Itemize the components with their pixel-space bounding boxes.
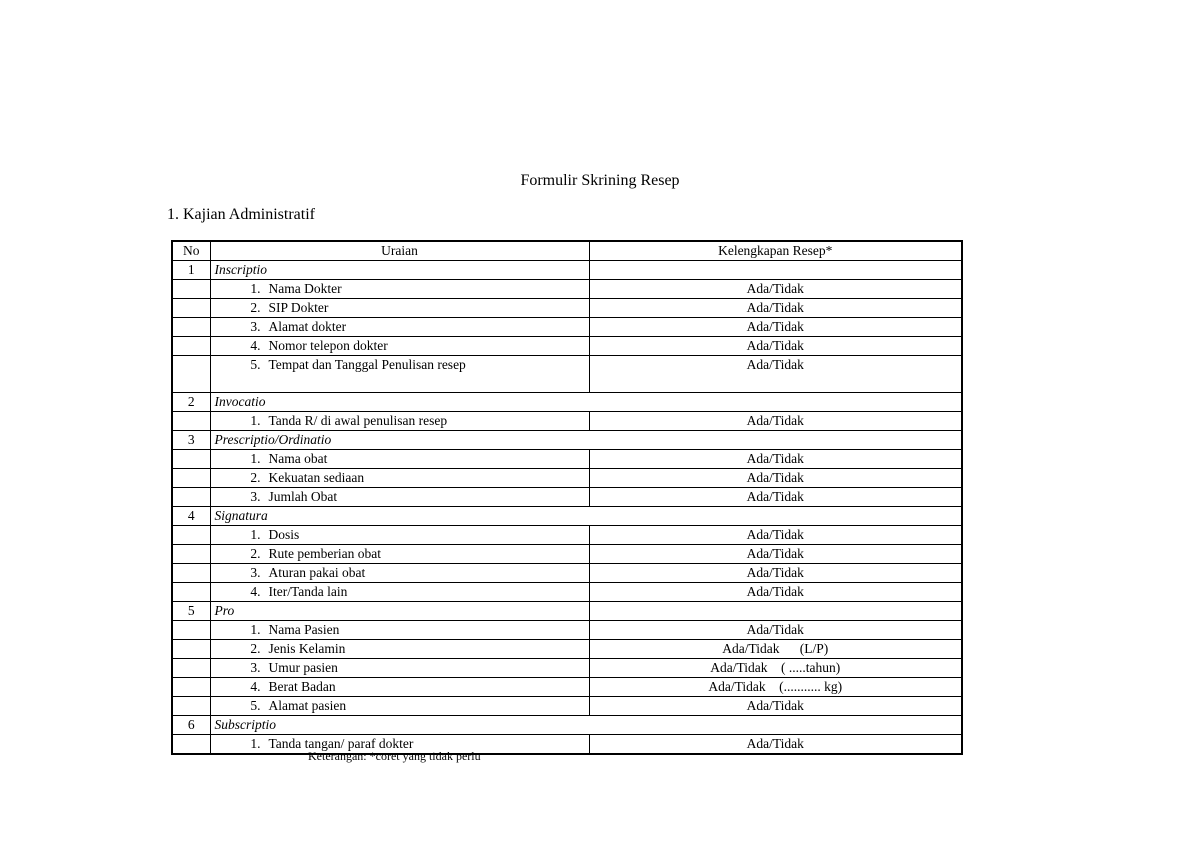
table-row xyxy=(172,280,962,299)
item-number: 3. xyxy=(250,319,261,334)
item-value: Ada/Tidak xyxy=(589,337,962,356)
item-value: Ada/Tidak xyxy=(589,318,962,337)
item-number: 4. xyxy=(250,338,261,353)
group-row xyxy=(172,393,962,412)
screening-table xyxy=(171,240,963,755)
item-value: Ada/Tidak xyxy=(589,412,962,431)
row-number-cell xyxy=(172,337,210,356)
row-number-cell xyxy=(172,356,210,393)
group-number: 2 xyxy=(172,393,210,412)
item-cell xyxy=(210,318,589,337)
table-header-row xyxy=(172,241,962,261)
row-number-cell xyxy=(172,488,210,507)
item-label: Alamat dokter xyxy=(268,319,347,334)
row-number-cell xyxy=(172,564,210,583)
item-cell xyxy=(210,564,589,583)
table-row xyxy=(172,469,962,488)
table-row xyxy=(172,299,962,318)
item-value: Ada/Tidak xyxy=(589,356,962,393)
table-row xyxy=(172,659,962,678)
item-number: 1. xyxy=(250,527,261,542)
row-number-cell xyxy=(172,469,210,488)
item-value: Ada/Tidak xyxy=(589,621,962,640)
table-row xyxy=(172,450,962,469)
group-row xyxy=(172,261,962,280)
group-name: Invocatio xyxy=(210,393,962,412)
item-label: Nama Dokter xyxy=(268,281,342,296)
group-value-cell xyxy=(589,261,962,280)
item-label: Aturan pakai obat xyxy=(268,565,366,580)
row-number-cell xyxy=(172,697,210,716)
table-row xyxy=(172,697,962,716)
item-number: 1. xyxy=(250,413,261,428)
item-label: Nama Pasien xyxy=(268,622,340,637)
row-number-cell xyxy=(172,583,210,602)
table-row xyxy=(172,356,962,393)
group-number: 1 xyxy=(172,261,210,280)
item-value: Ada/Tidak xyxy=(589,564,962,583)
header-kelengkapan: Kelengkapan Resep* xyxy=(589,241,962,261)
row-number-cell xyxy=(172,450,210,469)
table-row xyxy=(172,621,962,640)
item-label: Nomor telepon dokter xyxy=(268,338,388,353)
item-value: Ada/Tidak xyxy=(589,299,962,318)
item-number: 3. xyxy=(250,660,261,675)
item-value: Ada/Tidak xyxy=(589,583,962,602)
item-value: Ada/Tidak xyxy=(589,450,962,469)
item-number: 5. xyxy=(250,698,261,713)
row-number-cell xyxy=(172,526,210,545)
table-row xyxy=(172,318,962,337)
item-cell xyxy=(210,450,589,469)
table-row xyxy=(172,640,962,659)
item-number: 2. xyxy=(250,546,261,561)
item-cell xyxy=(210,337,589,356)
item-value: Ada/Tidak xyxy=(589,697,962,716)
item-value: Ada/Tidak (L/P) xyxy=(589,640,962,659)
item-number: 3. xyxy=(250,565,261,580)
item-label: Nama obat xyxy=(268,451,328,466)
item-value: Ada/Tidak xyxy=(589,488,962,507)
item-label: Tanda tangan/ paraf dokter xyxy=(268,736,414,751)
item-number: 1. xyxy=(250,451,261,466)
item-label: Berat Badan xyxy=(268,679,336,694)
item-number: 2. xyxy=(250,300,261,315)
item-number: 5. xyxy=(250,357,261,372)
section-title: 1. Kajian Administratif xyxy=(167,206,315,223)
item-value: Ada/Tidak (........... kg) xyxy=(589,678,962,697)
item-number: 3. xyxy=(250,489,261,504)
item-label: Tanda R/ di awal penulisan resep xyxy=(268,413,448,428)
item-cell xyxy=(210,697,589,716)
item-number: 2. xyxy=(250,470,261,485)
group-number: 5 xyxy=(172,602,210,621)
group-number: 4 xyxy=(172,507,210,526)
item-cell xyxy=(210,469,589,488)
item-cell xyxy=(210,640,589,659)
group-number: 3 xyxy=(172,431,210,450)
table-row xyxy=(172,412,962,431)
item-number: 1. xyxy=(250,622,261,637)
table-row xyxy=(172,735,962,755)
row-number-cell xyxy=(172,412,210,431)
item-label: Iter/Tanda lain xyxy=(268,584,348,599)
item-label: Dosis xyxy=(268,527,300,542)
group-name: Signatura xyxy=(210,507,962,526)
item-cell xyxy=(210,678,589,697)
item-cell xyxy=(210,659,589,678)
item-label: Jenis Kelamin xyxy=(268,641,346,656)
item-value: Ada/Tidak xyxy=(589,545,962,564)
row-number-cell xyxy=(172,299,210,318)
row-number-cell xyxy=(172,678,210,697)
item-number: 1. xyxy=(250,736,261,751)
item-value: Ada/Tidak ( .....tahun) xyxy=(589,659,962,678)
item-label: Jumlah Obat xyxy=(268,489,338,504)
footnote: Keterangan: *coret yang tidak perlu xyxy=(308,749,481,763)
item-cell xyxy=(210,526,589,545)
item-number: 4. xyxy=(250,584,261,599)
row-number-cell xyxy=(172,545,210,564)
group-number: 6 xyxy=(172,716,210,735)
row-number-cell xyxy=(172,640,210,659)
row-number-cell xyxy=(172,621,210,640)
item-cell xyxy=(210,545,589,564)
item-label: Umur pasien xyxy=(268,660,338,675)
group-name: Pro xyxy=(210,602,589,621)
item-number: 2. xyxy=(250,641,261,656)
item-label: Rute pemberian obat xyxy=(268,546,381,561)
item-value: Ada/Tidak xyxy=(589,526,962,545)
table-row xyxy=(172,583,962,602)
group-row xyxy=(172,507,962,526)
item-cell xyxy=(210,412,589,431)
item-cell xyxy=(210,280,589,299)
item-number: 4. xyxy=(250,679,261,694)
table-row xyxy=(172,337,962,356)
item-label: Alamat pasien xyxy=(268,698,347,713)
table-row xyxy=(172,564,962,583)
item-cell xyxy=(210,356,589,393)
item-label: Kekuatan sediaan xyxy=(268,470,365,485)
row-number-cell xyxy=(172,659,210,678)
item-number: 1. xyxy=(250,281,261,296)
group-value-cell xyxy=(589,602,962,621)
row-number-cell xyxy=(172,735,210,755)
item-cell xyxy=(210,299,589,318)
group-name: Inscriptio xyxy=(210,261,589,280)
table-body xyxy=(172,261,962,755)
item-value: Ada/Tidak xyxy=(589,469,962,488)
row-number-cell xyxy=(172,280,210,299)
group-row xyxy=(172,602,962,621)
table-row xyxy=(172,545,962,564)
item-value: Ada/Tidak xyxy=(589,280,962,299)
table-row xyxy=(172,678,962,697)
item-cell xyxy=(210,621,589,640)
group-name: Subscriptio xyxy=(210,716,962,735)
item-label: Tempat dan Tanggal Penulisan resep xyxy=(268,357,466,372)
form-title: Formulir Skrining Resep xyxy=(520,172,680,189)
header-uraian: Uraian xyxy=(210,241,589,261)
row-number-cell xyxy=(172,318,210,337)
group-row xyxy=(172,431,962,450)
table-row xyxy=(172,526,962,545)
item-label: SIP Dokter xyxy=(268,300,329,315)
group-row xyxy=(172,716,962,735)
table-row xyxy=(172,488,962,507)
group-name: Prescriptio/Ordinatio xyxy=(210,431,962,450)
item-cell xyxy=(210,488,589,507)
item-value: Ada/Tidak xyxy=(589,735,962,755)
header-no: No xyxy=(172,241,210,261)
item-cell xyxy=(210,583,589,602)
